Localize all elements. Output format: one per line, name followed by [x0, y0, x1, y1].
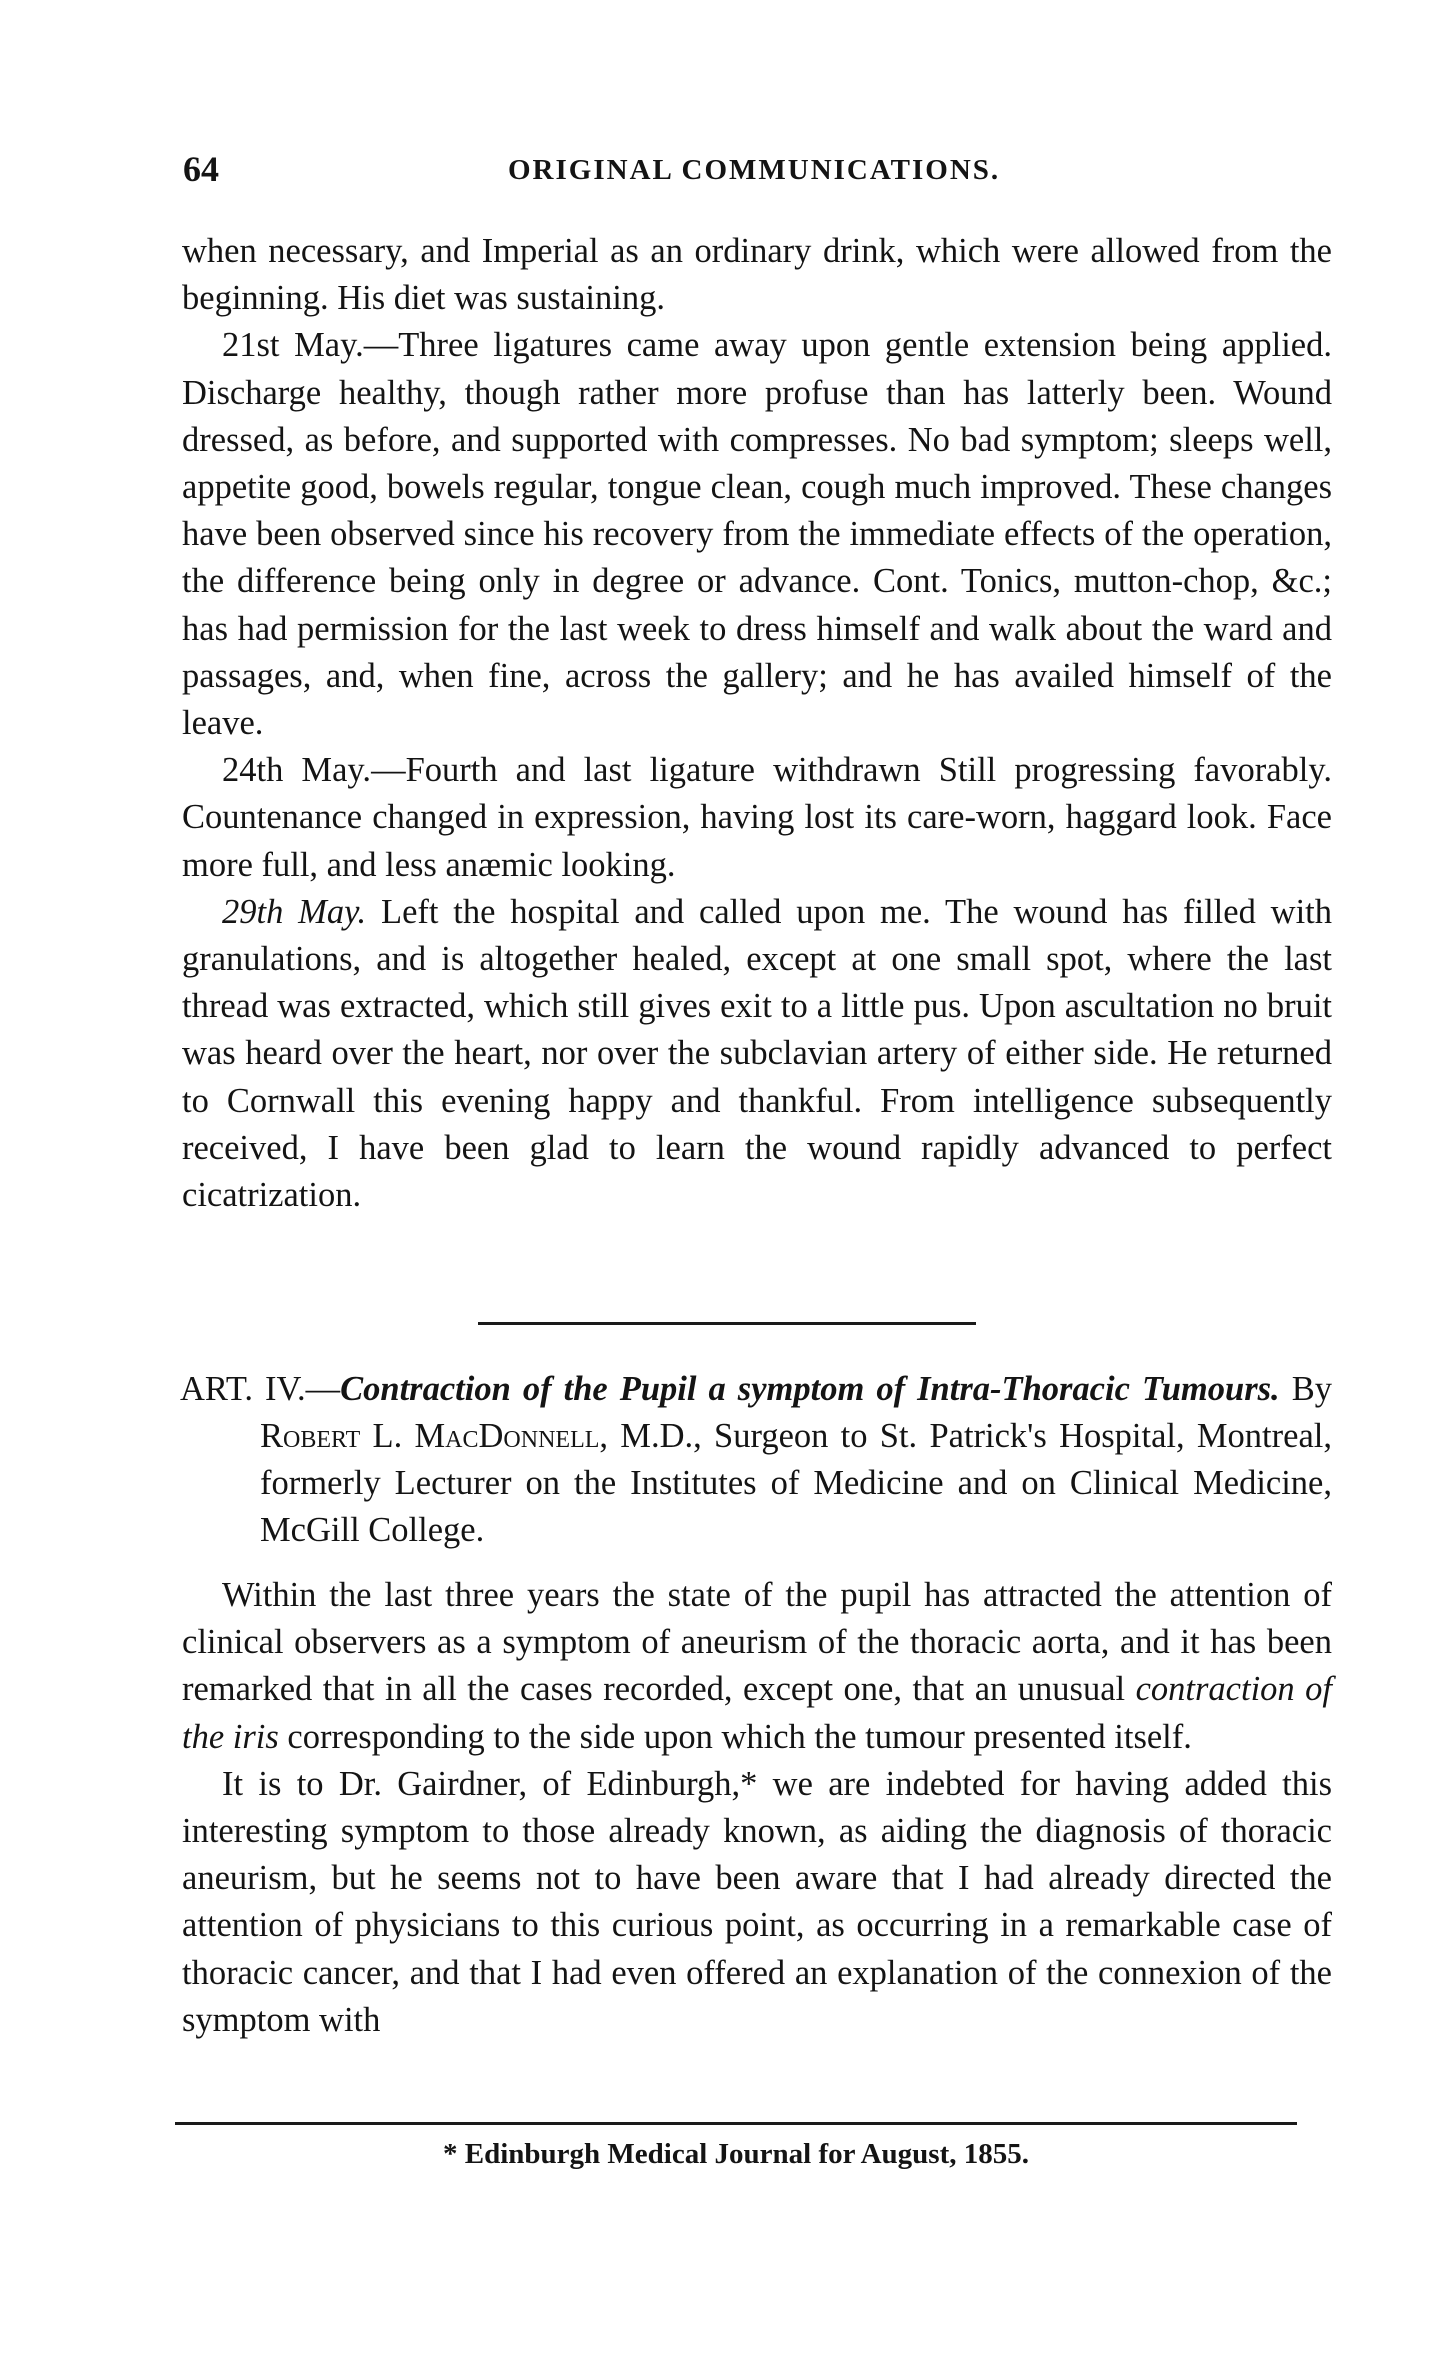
article-number: ART. IV.— [180, 1370, 341, 1408]
date-29th-may: 29th May. [222, 892, 367, 931]
section-divider [478, 1322, 976, 1325]
case-paragraph-2: 21st May.—Three ligatures came away upon gentle extension being applied. Discharge healthy, though rather more profuse than has latterly been. Wound dressed, as before, and supported with compresses. No bad symptom; sleeps well, appetite good, bowels regular, tongue clean, cough much improved. These changes have been observed since his recovery from the immediate effects of the operation, the difference being only in degree or advance. Cont. Tonics, mutton-chop, &c.; has had permission for the last week to dress himself and walk about the ward and passages, and, when fine, across the gallery; and he has availed himself of the leave. [182, 326, 1332, 743]
footnote-divider [175, 2122, 1297, 2125]
case-paragraph-4: 29th May. Left the hospital and called upon me. The wound has filled with granulations, and is altogether healed, except at one small spot, where the last thread was extracted, which still gives exit to a little pus. Upon ascultation no bruit was heard over the heart, nor over the subclavian artery of either side. He returned to Cornwall this evening happy and thankful. From intelligence subsequently received, I have been glad to learn the wound rapidly advanced to perfect cicatrization. [182, 892, 1332, 1215]
article-heading: ART. IV.—Contraction of the Pupil a symptom of Intra-Thoracic Tumours. By Robert L. MacDonnell, M.D., Surgeon to St. Patrick's Hospital, Montreal, formerly Lecturer on the Institutes of Medicine and on Clinical Medicine, McGill College. [180, 1370, 1333, 1549]
running-title: ORIGINAL COMMUNICATIONS. [508, 154, 1001, 186]
running-head [183, 148, 1333, 194]
article-title: Contraction of the Pupil a symptom of Intra-Thoracic Tumours. [340, 1370, 1280, 1408]
date-21st-may: 21st May. [222, 326, 364, 365]
case-paragraph-3: 24th May.—Fourth and last ligature withdrawn Still progressing favorably. Countenance changed in expression, having lost its care-worn, haggard look. Face more full, and less anæmic looking. [182, 751, 1332, 884]
author-credentials: , M.D., Surgeon to St. Patrick's Hospital, Montreal, formerly Lecturer on the Institutes of Medicine and on Clinical Medicine, McGill College. [260, 1417, 1332, 1549]
article-author: Robert L. MacDonnell [260, 1417, 600, 1455]
footnote: * Edinburgh Medical Journal for August, 1855. [442, 2138, 1029, 2170]
date-24th-may: 24th May. [222, 751, 372, 790]
article-body [182, 1572, 1332, 2044]
case-report-text [182, 228, 1332, 1219]
article-paragraph-1: Within the last three years the state of the pupil has attracted the attention of clinical observers as a symptom of aneurism of the thoracic aorta, and it has been remarked that in all the cases recorded, except one, that an unusual contraction of the iris corresponding to the side upon which the tumour presented itself. [182, 1576, 1332, 1756]
case-paragraph-1: when necessary, and Imperial as an ordinary drink, which were allowed from the beginning. His diet was sustaining. [182, 232, 1332, 318]
page-number: 64 [183, 149, 219, 189]
emphasis-contraction-of-iris: contraction of the iris [182, 1670, 1332, 1756]
article-paragraph-2: It is to Dr. Gairdner, of Edinburgh,* we are indebted for having added this interesting symptom to those already known, as aiding the diagnosis of thoracic aneurism, but he seems not to have been aware that I had already directed the attention of physicians to this curious point, as occurring in a remarkable case of thoracic cancer, and that I had even offered an explanation of the connexion of the symptom with [182, 1764, 1332, 2039]
